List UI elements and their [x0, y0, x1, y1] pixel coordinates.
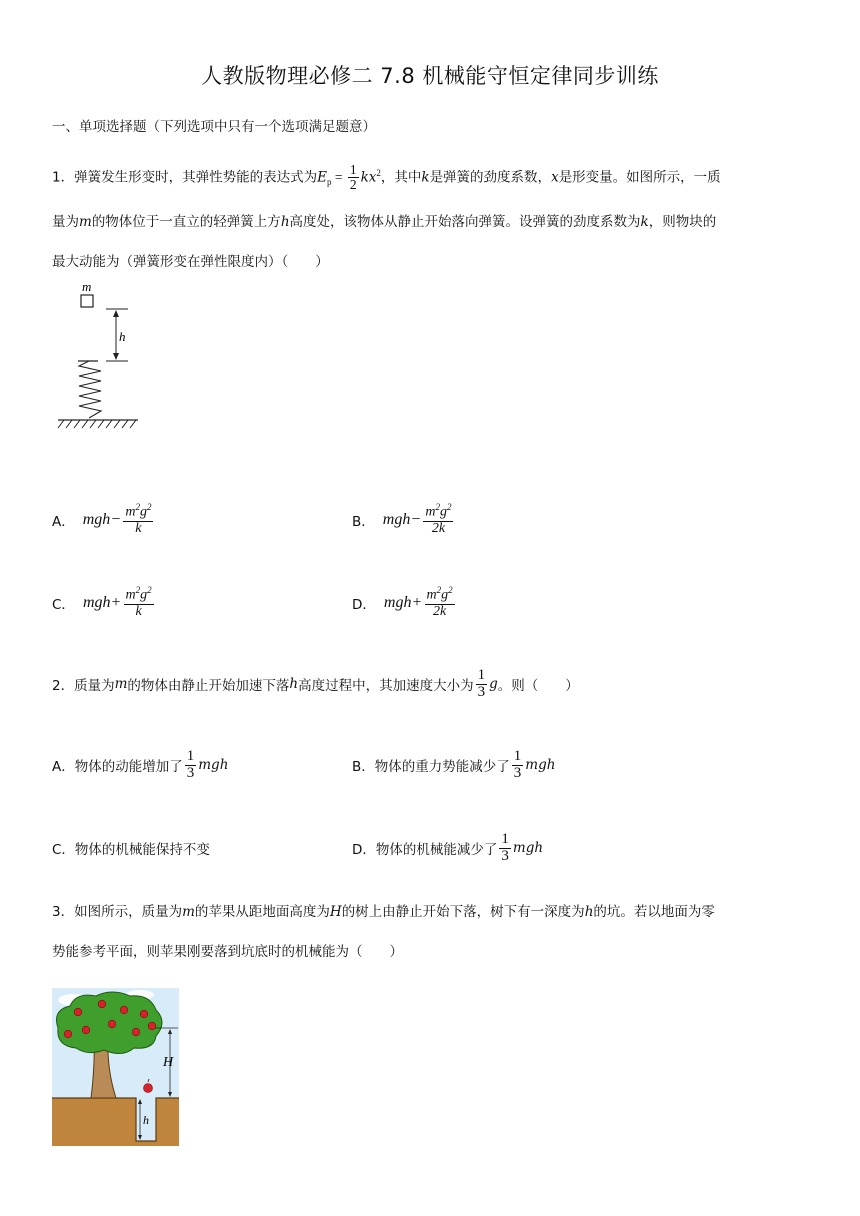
spring	[79, 361, 101, 418]
q1-option-b[interactable]: B． mgh − $\frac{m^2g^2}{2k}$	[352, 502, 452, 536]
q3-line-2: 势能参考平面，则苹果刚要落到坑底时的机械能为（ ）	[52, 944, 403, 960]
falling-apple	[144, 1084, 153, 1093]
question-1-text	[52, 153, 812, 282]
q1-line-1: 1．弹簧发生形变时，其弹性势能的表达式为$E_p$ = $\frac{1}{2}$ $kx^2$，其中k是弹簧的劲度系数，x是形变量。如图所示，一质	[52, 161, 721, 192]
q1-option-c[interactable]: C． mgh + $\frac{m^2g^2}{k}$	[52, 585, 152, 619]
q1-line-3: 最大动能为（弹簧形变在弹性限度内）（ ）	[52, 254, 329, 271]
figure-h-label: h	[119, 329, 126, 344]
mass-block	[81, 295, 93, 307]
section-heading: 一、单项选择题（下列选项中只有一个选项满足题意）	[52, 119, 376, 135]
third-fraction: $\frac{1}{3}$	[477, 666, 486, 700]
question-2-text: 2．质量为 m 的物体由静止开始加速下落 h 高度过程中，其加速度大小为 $\frac{1}{3}$ g 。则（ ）	[52, 666, 579, 700]
figure-big-h-label: H	[163, 1055, 174, 1070]
q3-line-1: 3．如图所示，质量为m的苹果从距地面高度为H的树上由静止开始下落，树下有一深度为h的坑。若以地面为零	[52, 904, 715, 920]
q1-option-d[interactable]: D． mgh + $\frac{m^2g^2}{2k}$	[352, 585, 453, 619]
q2-option-a[interactable]: A．物体的动能增加了 $\frac{1}{3}$ mgh	[52, 747, 229, 781]
figure-small-h-label: h	[143, 1113, 149, 1127]
figure-m-label: m	[82, 279, 92, 294]
q2-option-d[interactable]: D．物体的机械能减少了 $\frac{1}{3}$ mgh	[352, 830, 544, 864]
page-title: 人教版物理必修二 7.8 机械能守恒定律同步训练	[201, 64, 659, 88]
q2-option-b[interactable]: B．物体的重力势能减少了 $\frac{1}{3}$ mgh	[352, 747, 556, 781]
question-3-text	[52, 892, 812, 972]
half-fraction: $\frac{1}{2}$	[349, 161, 357, 192]
ground	[52, 1098, 179, 1146]
ep-symbol: E	[317, 169, 327, 186]
ground-hatch	[58, 420, 136, 428]
q1-line-2: 量为m的物体位于一直立的轻弹簧上方h高度处，该物体从静止开始落向弹簧。设弹簧的劲度系数为k，则物块的	[52, 214, 717, 231]
q1-option-a[interactable]: A． mgh − $\frac{m^2g^2}{k}$	[52, 502, 152, 536]
q2-option-c[interactable]: C．物体的机械能保持不变	[52, 842, 210, 858]
apple-tree-figure	[52, 988, 179, 1146]
spring-figure	[52, 278, 152, 438]
